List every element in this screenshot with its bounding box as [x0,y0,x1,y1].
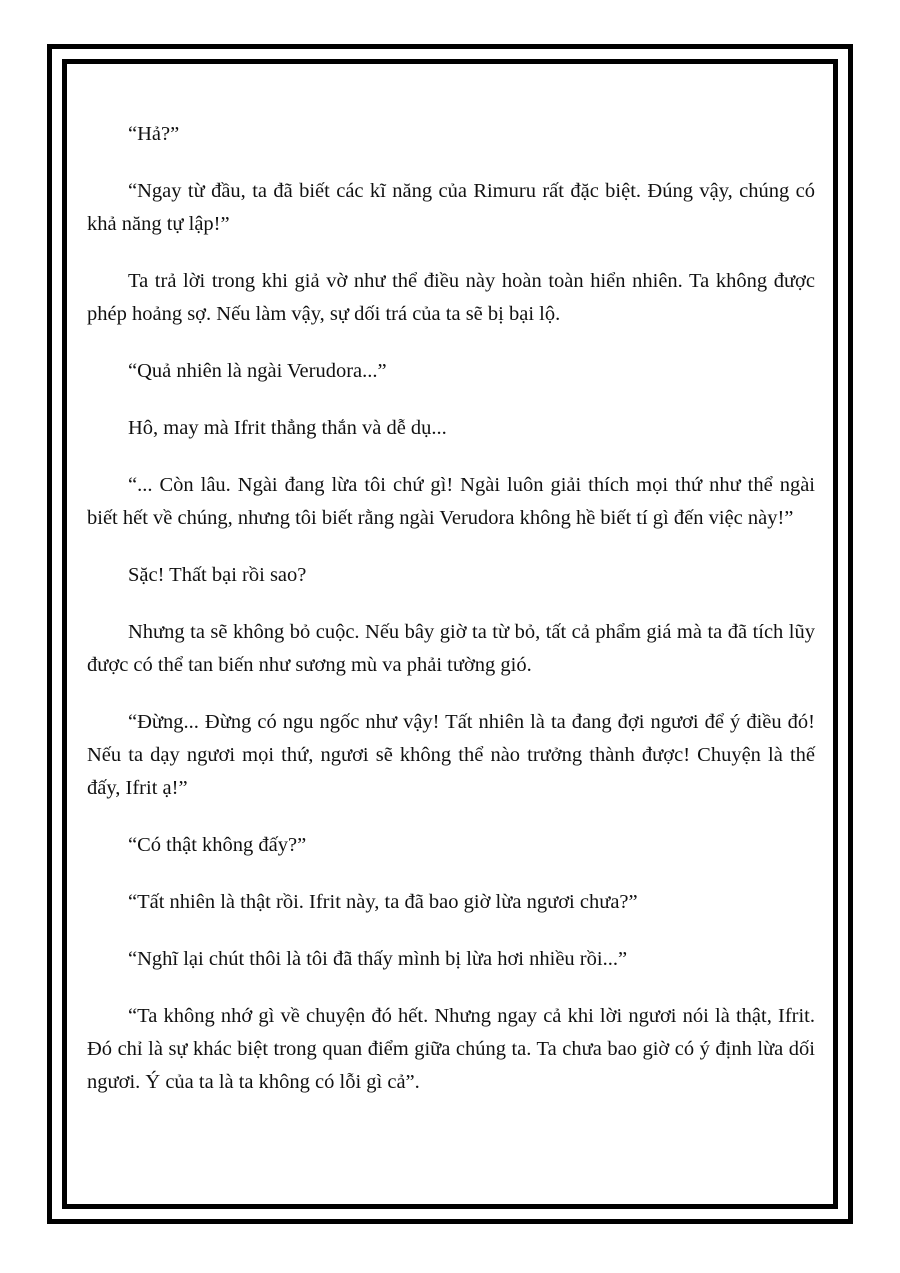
paragraph: “Đừng... Đừng có ngu ngốc như vậy! Tất nhiên là ta đang đợi ngươi để ý điều đó! Nếu ta dạy ngươi mọi thứ, ngươi sẽ không thể nào trưởng thành được! Chuyện là thế đấy, Ifrit ạ!” [87,711,815,799]
page-body-text [87,118,815,1123]
paragraph: “Ta không nhớ gì về chuyện đó hết. Nhưng ngay cả khi lời ngươi nói là thật, Ifrit. Đó chỉ là sự khác biệt trong quan điểm giữa chúng ta. Ta chưa bao giờ có ý định lừa dối ngươi. Ý của ta là ta không có lỗi gì cả”. [87,1005,815,1093]
paragraph: “Ngay từ đầu, ta đã biết các kĩ năng của Rimuru rất đặc biệt. Đúng vậy, chúng có khả năng tự lập!” [87,180,815,235]
paragraph: “Hả?” [128,123,180,145]
paragraph: Hô, may mà Ifrit thẳng thắn và dễ dụ... [128,417,447,439]
paragraph: “Tất nhiên là thật rồi. Ifrit này, ta đã bao giờ lừa ngươi chưa?” [128,891,638,913]
paragraph: “Nghĩ lại chút thôi là tôi đã thấy mình bị lừa hơi nhiều rồi...” [128,948,628,970]
paragraph: Nhưng ta sẽ không bỏ cuộc. Nếu bây giờ ta từ bỏ, tất cả phẩm giá mà ta đã tích lũy được có thể tan biến như sương mù va phải tường gió. [87,621,815,676]
paragraph: “... Còn lâu. Ngài đang lừa tôi chứ gì! Ngài luôn giải thích mọi thứ như thể ngài biết hết về chúng, nhưng tôi biết rằng ngài Verudora không hề biết tí gì đến việc này!” [87,474,815,529]
paragraph: “Quả nhiên là ngài Verudora...” [128,360,387,382]
paragraph: “Có thật không đấy?” [128,834,307,856]
paragraph: Sặc! Thất bại rồi sao? [128,564,307,586]
paragraph: Ta trả lời trong khi giả vờ như thể điều này hoàn toàn hiển nhiên. Ta không được phép hoảng sợ. Nếu làm vậy, sự dối trá của ta sẽ bị bại lộ. [87,270,815,325]
